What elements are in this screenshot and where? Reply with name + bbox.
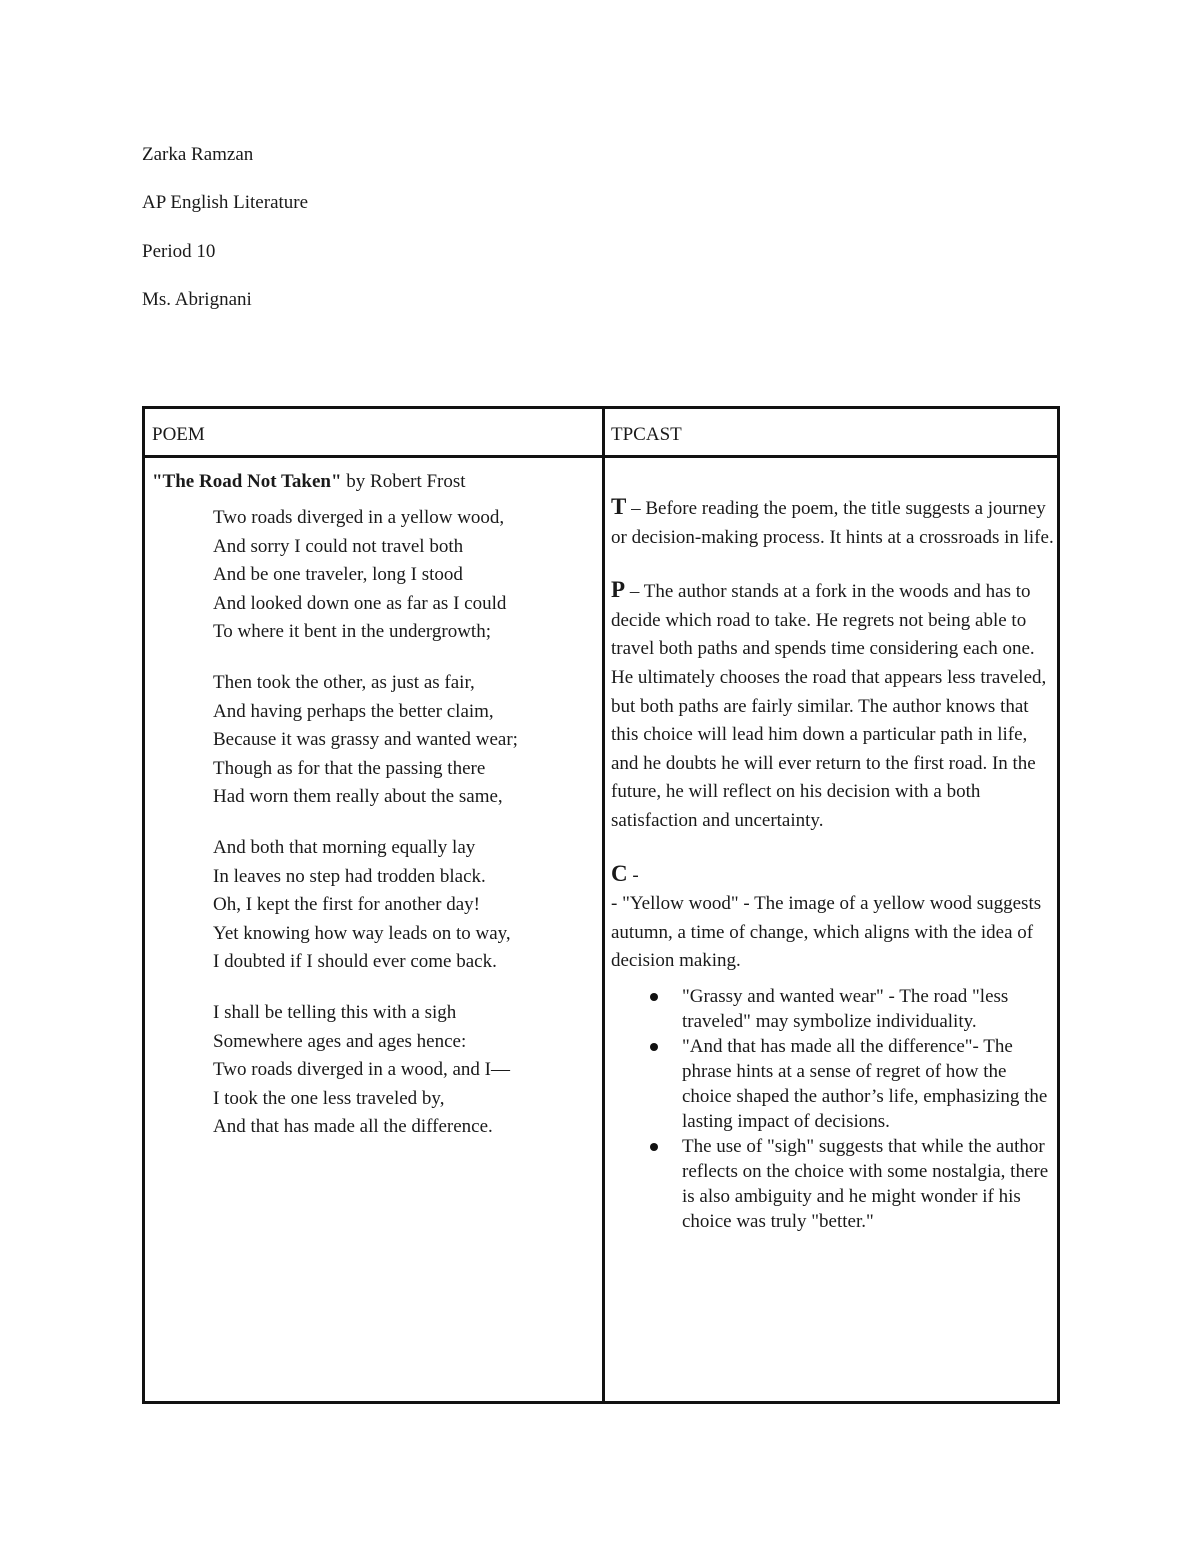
- bullet-text: The use of "sigh" suggests that while the author reflects on the choice with some nostalgia, there is also ambiguity and he might wonder if his choice was truly "better.": [682, 1135, 1049, 1232]
- poem-line: Two roads diverged in a wood, and I—: [213, 1059, 510, 1081]
- tpcast-column-header: TPCAST: [611, 424, 682, 445]
- poem-line: And looked down one as far as I could: [213, 592, 507, 614]
- poem-line: Oh, I kept the first for another day!: [213, 894, 480, 916]
- teacher-name: Ms. Abrignani: [142, 289, 252, 310]
- stanza: [213, 834, 543, 977]
- header-row-divider: [145, 455, 1057, 458]
- t-letter: T: [611, 494, 627, 519]
- connotation-analysis: [611, 860, 1055, 1234]
- connotation-intro: - "Yellow wood" - The image of a yellow wood suggests autumn, a time of change, which aligns with the idea of decision making.: [611, 893, 1042, 972]
- column-divider: [602, 409, 605, 1401]
- poem-line: And be one traveler, long I stood: [213, 564, 463, 586]
- bullet-text: "Grassy and wanted wear" - The road "less traveled" may symbolize individuality.: [682, 985, 1009, 1032]
- poem-line: I doubted if I should ever come back.: [213, 951, 497, 973]
- c-letter: C: [611, 860, 628, 886]
- poem-title: "The Road Not Taken": [152, 471, 342, 492]
- poem-line: Then took the other, as just as fair,: [213, 671, 475, 693]
- connotation-bullets: [611, 984, 1055, 1234]
- poem-line: To where it bent in the undergrowth;: [213, 621, 491, 643]
- poem-line: Somewhere ages and ages hence:: [213, 1030, 467, 1052]
- poem-line: And sorry I could not travel both: [213, 535, 464, 557]
- poem-cell: [152, 470, 592, 1164]
- bullet-item: [682, 1134, 1055, 1234]
- p-letter: P: [611, 577, 626, 603]
- poem-author: by Robert Frost: [341, 471, 466, 492]
- poem-title-line: [152, 470, 592, 494]
- bullet-icon: [650, 1043, 658, 1051]
- bullet-item: [682, 1034, 1055, 1134]
- paraphrase-analysis: [611, 576, 1055, 835]
- stanza: [213, 504, 543, 647]
- stanza: [213, 999, 543, 1142]
- course-name: AP English Literature: [142, 192, 309, 213]
- poem-line: Though as for that the passing there: [213, 757, 486, 779]
- poem-line: In leaves no step had trodden black.: [213, 865, 486, 887]
- bullet-item: [682, 984, 1055, 1034]
- poem-line: I took the one less traveled by,: [213, 1087, 445, 1109]
- title-analysis-text: – Before reading the poem, the title suggests a journey or decision-making process. It hints at a crossroads in life.: [611, 498, 1054, 548]
- bullet-icon: [650, 993, 658, 1001]
- poem-line: I shall be telling this with a sigh: [213, 1001, 457, 1023]
- bullet-icon: [650, 1143, 658, 1151]
- bullet-text: "And that has made all the difference"- The phrase hints at a sense of regret of how the choice shaped the author’s life, emphasizing the lasting impact of decisions.: [682, 1035, 1048, 1132]
- c-dash: -: [627, 864, 639, 886]
- student-name: Zarka Ramzan: [142, 144, 254, 165]
- title-analysis: [611, 493, 1055, 552]
- poem-line: Two roads diverged in a yellow wood,: [213, 507, 505, 528]
- poem-line: And having perhaps the better claim,: [213, 700, 494, 722]
- poem-line: Because it was grassy and wanted wear;: [213, 729, 518, 751]
- analysis-table: [142, 406, 1060, 1404]
- poem-line: Had worn them really about the same,: [213, 786, 503, 808]
- class-period: Period 10: [142, 241, 216, 262]
- poem-column-header: POEM: [152, 424, 205, 445]
- paraphrase-text: – The author stands at a fork in the woods and has to decide which road to take. He regrets not being able to travel both paths and spends time considering each one. He ultimately chooses the road that appears less traveled, but both paths are fairly similar. The author knows that this choice will lead him down a particular path in life, and he doubts he will ever return to the first road. In the future, he will reflect on his decision with a both satisfaction and uncertainty.: [611, 581, 1047, 831]
- poem-line: And that has made all the difference.: [213, 1116, 493, 1138]
- stanza: [213, 669, 543, 812]
- poem-line: And both that morning equally lay: [213, 836, 476, 858]
- tpcast-cell: [611, 493, 1055, 1234]
- poem-line: Yet knowing how way leads on to way,: [213, 922, 511, 944]
